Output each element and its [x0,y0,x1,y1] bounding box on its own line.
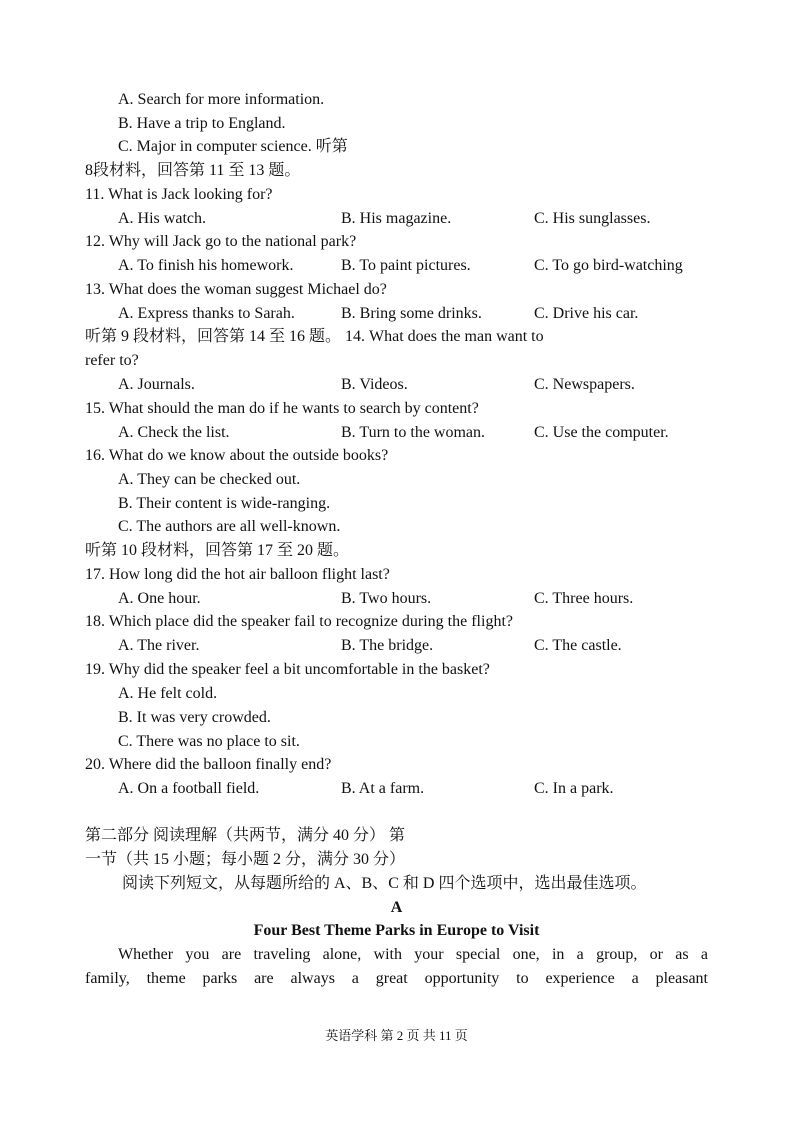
q13-option-a: A. Express thanks to Sarah. [118,305,295,322]
q20-option-a: A. On a football field. [118,780,260,797]
q11-option-b: B. His magazine. [341,210,452,227]
question-16: 16. What do we know about the outside books? [85,447,389,464]
passage-paragraph-line-1: Whether you are traveling alone, with your special one, in a group, or as a [118,946,708,963]
question-19: 19. Why did the speaker feel a bit uncomfortable in the basket? [85,661,490,678]
q14-option-a: A. Journals. [118,376,195,393]
q16-option-b: B. Their content is wide-ranging. [118,495,331,512]
q15-option-a: A. Check the list. [118,424,230,441]
q15-option-c: C. Use the computer. [534,424,669,441]
q18-option-a: A. The river. [118,637,200,654]
part-2-heading: 第二部分 阅读理解（共两节，满分 40 分） 第 [85,827,406,844]
page-footer: 英语学科 第 2 页 共 11 页 [325,1028,468,1043]
q18-option-b: B. The bridge. [341,637,434,654]
passage-letter: A [390,899,403,916]
part-2-section-1-heading: 一节（共 15 小题；每小题 2 分，满分 30 分） [85,851,406,868]
section-10-heading: 听第 10 段材料，回答第 17 至 20 题。 [85,542,350,559]
q16-option-c: C. The authors are all well-known. [118,518,341,535]
question-11: 11. What is Jack looking for? [85,186,273,203]
q13-option-b: B. Bring some drinks. [341,305,482,322]
q10-option-c: C. Major in computer science. 听第 [118,138,348,155]
question-15: 15. What should the man do if he wants to search by content? [85,400,479,417]
q12-option-c: C. To go bird-watching [534,257,683,274]
q20-option-c: C. In a park. [534,780,614,797]
q11-option-c: C. His sunglasses. [534,210,651,227]
reading-instruction: 阅读下列短文，从每题所给的 A、B、C 和 D 四个选项中，选出最佳选项。 [122,875,647,892]
q15-option-b: B. Turn to the woman. [341,424,486,441]
q17-option-b: B. Two hours. [341,590,432,607]
passage-paragraph-line-2: family, theme parks are always a great opportunity to experience a pleasant [85,970,708,987]
q17-option-a: A. One hour. [118,590,201,607]
q12-option-a: A. To finish his homework. [118,257,294,274]
q10-option-b: B. Have a trip to England. [118,115,286,132]
question-14-continued: refer to? [85,352,139,369]
q14-option-b: B. Videos. [341,376,408,393]
q18-option-c: C. The castle. [534,637,622,654]
q11-option-a: A. His watch. [118,210,206,227]
section-9-heading: 听第 9 段材料，回答第 14 至 16 题。 14. What does the man want to [85,328,544,345]
q19-option-c: C. There was no place to sit. [118,733,300,750]
question-13: 13. What does the woman suggest Michael do? [85,281,387,298]
q19-option-a: A. He felt cold. [118,685,218,702]
question-18: 18. Which place did the speaker fail to recognize during the flight? [85,613,513,630]
section-8-heading: 8段材料，回答第 11 至 13 题。 [85,162,301,179]
question-17: 17. How long did the hot air balloon flight last? [85,566,390,583]
q20-option-b: B. At a farm. [341,780,425,797]
passage-title: Four Best Theme Parks in Europe to Visit [253,922,540,939]
question-12: 12. Why will Jack go to the national park? [85,233,357,250]
q10-option-a: A. Search for more information. [118,91,325,108]
q13-option-c: C. Drive his car. [534,305,639,322]
q17-option-c: C. Three hours. [534,590,634,607]
q16-option-a: A. They can be checked out. [118,471,301,488]
q19-option-b: B. It was very crowded. [118,709,271,726]
question-20: 20. Where did the balloon finally end? [85,756,332,773]
q14-option-c: C. Newspapers. [534,376,635,393]
q12-option-b: B. To paint pictures. [341,257,471,274]
